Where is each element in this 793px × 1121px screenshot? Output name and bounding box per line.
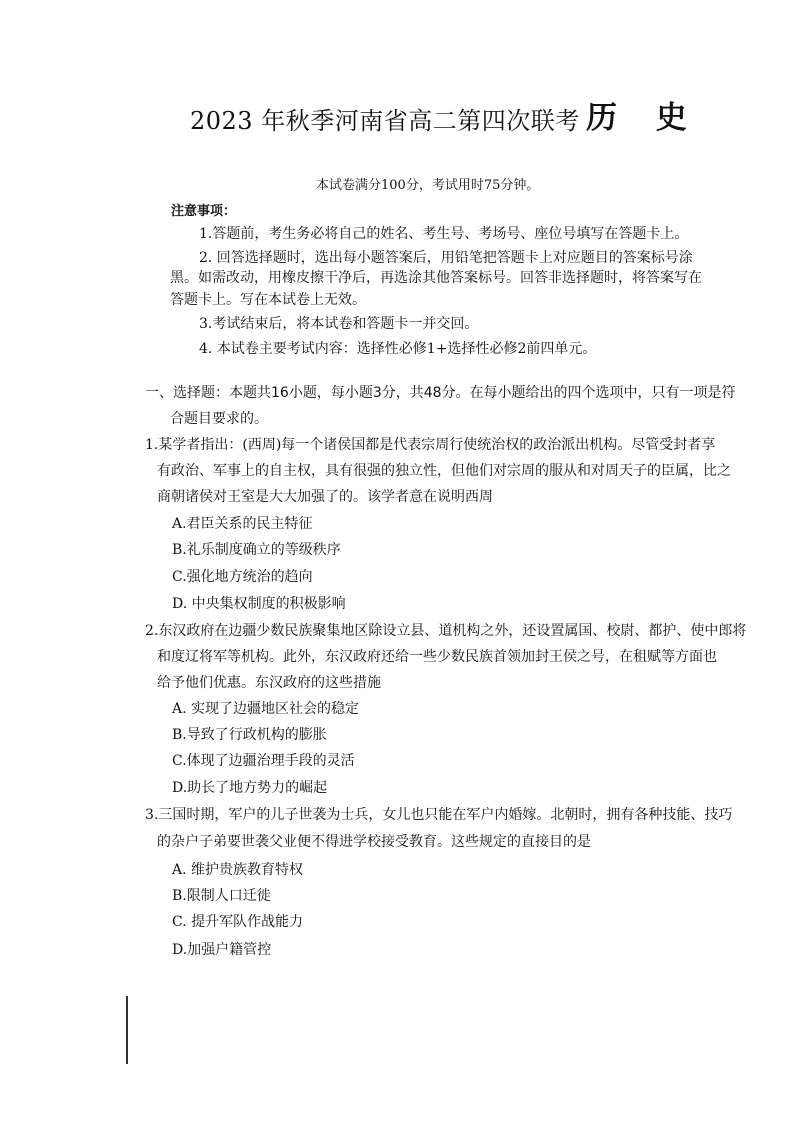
question-2-option-d: D.助长了地方势力的崛起: [172, 780, 328, 796]
question-3-stem-line-1: 3.三国时期，军户的儿子世袭为士兵，女儿也只能在军户内婚嫁。北朝时，拥有各种技能、技巧: [145, 807, 733, 823]
subject-title: 历 史: [586, 100, 701, 136]
notice-heading: 注意事项：: [171, 204, 237, 219]
note-4: 4. 本试卷主要考试内容：选择性必修1+选择性必修2前四单元。: [199, 341, 597, 357]
question-1-option-a: A.君臣关系的民主特征: [172, 516, 313, 532]
question-1-stem-line-1: 1.某学者指出：(西周)每一个诸侯国都是代表宗周行使统治权的政治派出机构。尽管受封者享: [145, 437, 716, 453]
section-heading: 一、选择题：本题共16小题，每小题3分，共48分。在每小题给出的四个选项中，只有一项是符: [145, 385, 736, 401]
section-heading-cont: 合题目要求的。: [170, 411, 268, 427]
question-3-option-b: B.限制人口迁徙: [172, 888, 271, 904]
question-3-option-d: D.加强户籍管控: [172, 942, 272, 958]
exam-info: 本试卷满分100分，考试用时75分钟。: [316, 178, 540, 193]
note-3: 3.考试结束后，将本试卷和答题卡一并交回。: [199, 316, 479, 332]
question-1-stem-line-2: 有政治、军事上的自主权，具有很强的独立性，但他们对宗周的服从和对周天子的臣属，比之: [157, 463, 731, 479]
page-title: 2023 年秋季河南省高二第四次联考: [190, 107, 580, 135]
question-3-stem-line-2: 的杂户子弟要世袭父业便不得进学校接受教育。这些规定的直接目的是: [157, 834, 591, 850]
note-2-line-2: 黑。如需改动，用橡皮擦干净后，再选涂其他答案标号。回答非选择题时，将答案写在: [170, 270, 702, 286]
note-2-line-3: 答题卡上。写在本试卷上无效。: [170, 292, 366, 308]
question-1-option-b: B.礼乐制度确立的等级秩序: [172, 542, 341, 558]
question-2-option-b: B.导致了行政机构的膨胀: [172, 727, 327, 743]
question-2-stem-line-2: 和度辽将军等机构。此外，东汉政府还给一些少数民族首领加封王侯之号，在租赋等方面也: [157, 649, 717, 665]
question-2-option-a: A. 实现了边疆地区社会的稳定: [172, 701, 360, 717]
question-1-stem-line-3: 商朝诸侯对王室是大大加强了的。该学者意在说明西周: [157, 489, 493, 505]
question-2-stem-line-1: 2.东汉政府在边疆少数民族聚集地区除设立县、道机构之外，还设置属国、校尉、都护、使中郎将: [145, 623, 747, 639]
question-2-option-c: C.体现了边疆治理手段的灵活: [172, 753, 355, 769]
question-3-option-a: A. 维护贵族教育特权: [172, 862, 304, 878]
margin-rule: [126, 996, 128, 1064]
note-1: 1.答题前，考生务必将自己的姓名、考生号、考场号、座位号填写在答题卡上。: [199, 226, 689, 242]
question-3-option-c: C. 提升军队作战能力: [172, 914, 304, 930]
question-1-option-d: D. 中央集权制度的积极影响: [172, 596, 346, 612]
note-2-line-1: 2. 回答选择题时，选出每小题答案后，用铅笔把答题卡上对应题目的答案标号涂: [199, 250, 693, 266]
question-2-stem-line-3: 给予他们优惠。东汉政府的这些措施: [157, 675, 381, 691]
question-1-option-c: C.强化地方统治的趋向: [172, 569, 313, 585]
